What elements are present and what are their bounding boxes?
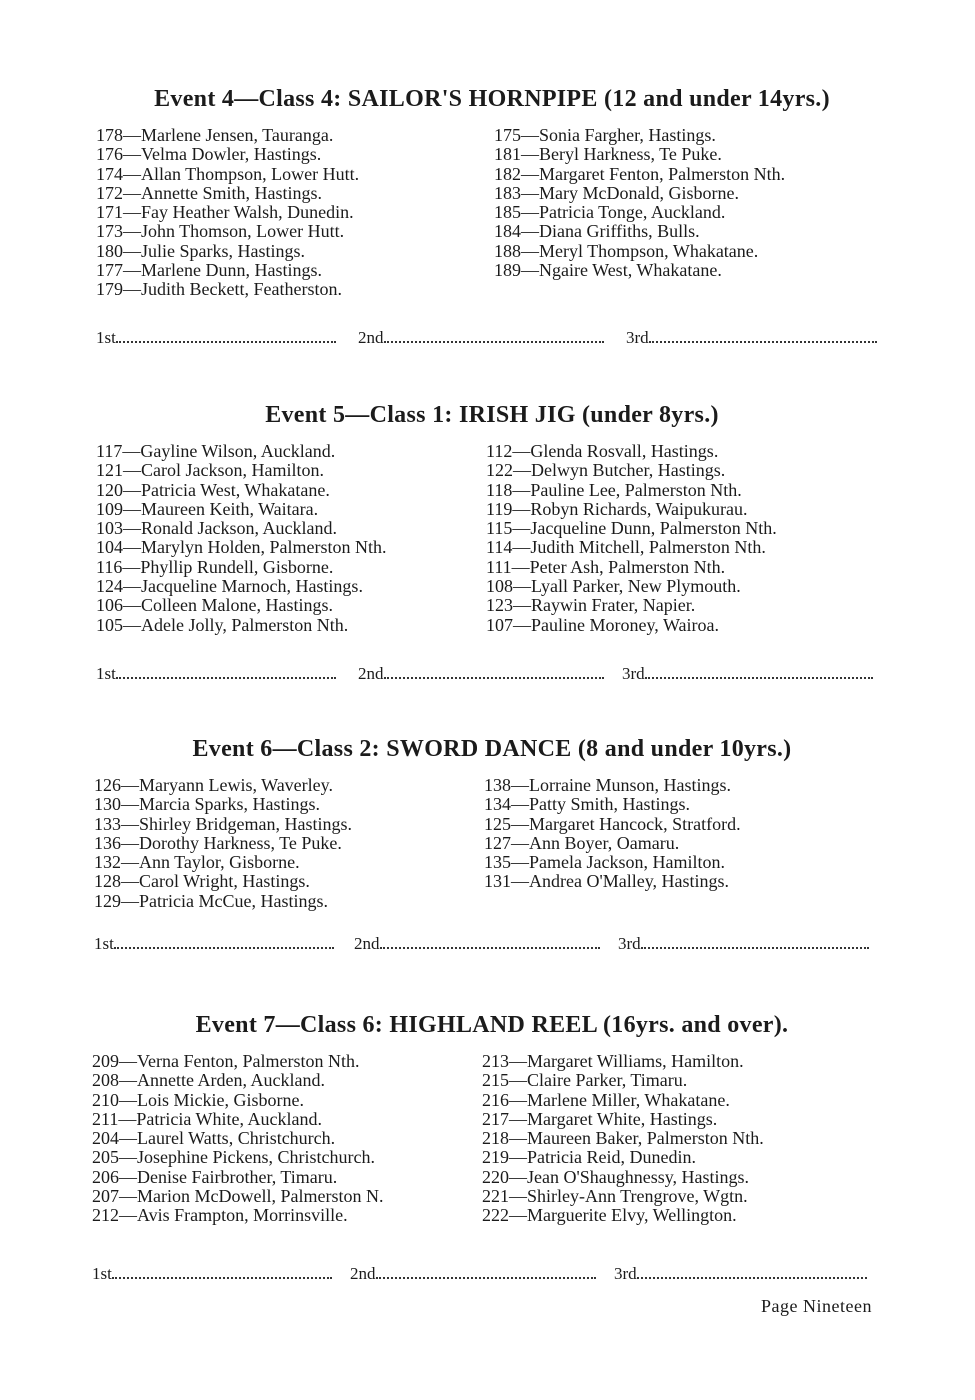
entrant-entry: 205—Josephine Pickens, Christchurch. — [92, 1147, 375, 1168]
first-place-line — [112, 1265, 332, 1279]
event-title: Event 7—Class 6: HIGHLAND REEL (16yrs. and over). — [195, 1012, 789, 1038]
entrant-entry: 172—Annette Smith, Hastings. — [96, 182, 322, 203]
entrant-entry: 215—Claire Parker, Timaru. — [482, 1070, 688, 1091]
entrant-entry: 104—Marylyn Holden, Palmerston Nth. — [96, 537, 387, 558]
entrant-columns — [92, 1052, 892, 1242]
entrant-entry: 129—Patricia McCue, Hastings. — [94, 890, 328, 911]
third-place-label: 3rd — [614, 1264, 637, 1283]
entrant-entry: 181—Beryl Harkness, Te Puke. — [494, 144, 722, 165]
first-place-label: 1st — [94, 934, 114, 953]
entrant-entry: 178—Marlene Jensen, Tauranga. — [96, 125, 334, 145]
second-place-label: 2nd — [350, 1264, 376, 1283]
first-place-line — [116, 665, 336, 679]
entrant-entry: 138—Lorraine Munson, Hastings. — [484, 775, 731, 795]
second-place-label: 2nd — [358, 328, 384, 347]
entrant-entry: 131—Andrea O'Malley, Hastings. — [484, 871, 730, 892]
entrant-column-right — [484, 776, 884, 892]
entrant-entry: 177—Marlene Dunn, Hastings. — [96, 260, 322, 281]
second-place-line — [376, 1265, 596, 1279]
entrant-entry: 134—Patty Smith, Hastings. — [484, 794, 691, 815]
entrant-column-left — [92, 1052, 492, 1226]
event-7 — [92, 1010, 892, 1283]
entrant-entry: 212—Avis Frampton, Morrinsville. — [92, 1205, 348, 1226]
entrant-entry: 130—Marcia Sparks, Hastings. — [94, 794, 320, 815]
placings-row — [92, 328, 892, 350]
entrant-entry: 128—Carol Wright, Hastings. — [94, 871, 310, 892]
entrant-entry: 211—Patricia White, Auckland. — [92, 1108, 322, 1129]
placings-row — [92, 664, 892, 686]
second-place-line — [384, 665, 604, 679]
second-place-line — [384, 329, 604, 343]
entrant-entry: 115—Jacqueline Dunn, Palmerston Nth. — [486, 518, 777, 539]
third-place-line — [649, 329, 877, 343]
entrant-entry: 114—Judith Mitchell, Palmerston Nth. — [486, 537, 766, 558]
event-4 — [92, 84, 892, 347]
entrant-entry: 213—Margaret Williams, Hamilton. — [482, 1051, 744, 1071]
event-title: Event 4—Class 4: SAILOR'S HORNPIPE (12 and under 14yrs.) — [154, 86, 830, 112]
entrant-entry: 171—Fay Heather Walsh, Dunedin. — [96, 202, 354, 223]
first-place-label: 1st — [96, 664, 116, 683]
third-place-line — [645, 665, 873, 679]
entrant-entry: 175—Sonia Fargher, Hastings. — [494, 125, 716, 145]
entrant-entry: 204—Laurel Watts, Christchurch. — [92, 1128, 336, 1149]
first-place-label: 1st — [96, 328, 116, 347]
entrant-entry: 210—Lois Mickie, Gisborne. — [92, 1089, 304, 1110]
event-title: Event 6—Class 2: SWORD DANCE (8 and under 10yrs.) — [192, 736, 792, 762]
entrant-entry: 109—Maureen Keith, Waitara. — [96, 498, 319, 519]
entrant-entry: 122—Delwyn Butcher, Hastings. — [486, 460, 726, 481]
entrant-entry: 189—Ngaire West, Whakatane. — [494, 260, 722, 281]
entrant-entry: 207—Marion McDowell, Palmerston N. — [92, 1186, 384, 1207]
second-place-line — [380, 935, 600, 949]
third-place-line — [641, 935, 869, 949]
entrant-entry: 222—Marguerite Elvy, Wellington. — [482, 1205, 737, 1226]
entrant-entry: 217—Margaret White, Hastings. — [482, 1108, 718, 1129]
entrant-entry: 118—Pauline Lee, Palmerston Nth. — [486, 479, 742, 500]
entrant-entry: 107—Pauline Moroney, Wairoa. — [486, 614, 720, 635]
entrant-entry: 135—Pamela Jackson, Hamilton. — [484, 852, 725, 873]
first-place-line — [114, 935, 334, 949]
entrant-entry: 112—Glenda Rosvall, Hastings. — [486, 441, 719, 461]
entrant-entry: 127—Ann Boyer, Oamaru. — [484, 832, 680, 853]
entrant-entry: 206—Denise Fairbrother, Timaru. — [92, 1166, 338, 1187]
first-place-label: 1st — [92, 1264, 112, 1283]
second-place-label: 2nd — [354, 934, 380, 953]
entrant-entry: 108—Lyall Parker, New Plymouth. — [486, 576, 741, 597]
first-place-line — [116, 329, 336, 343]
page-number: Page Nineteen — [761, 1296, 872, 1316]
entrant-entry: 123—Raywin Frater, Napier. — [486, 595, 696, 616]
entrant-entry: 173—John Thomson, Lower Hutt. — [96, 221, 345, 242]
entrant-column-right — [482, 1052, 882, 1226]
entrant-columns — [92, 126, 892, 316]
third-place-label: 3rd — [626, 328, 649, 347]
second-place-label: 2nd — [358, 664, 384, 683]
entrant-columns — [92, 441, 892, 635]
entrant-column-right — [494, 126, 894, 280]
event-6 — [92, 734, 892, 966]
entrant-entry: 219—Patricia Reid, Dunedin. — [482, 1147, 696, 1168]
entrant-entry: 218—Maureen Baker, Palmerston Nth. — [482, 1128, 764, 1149]
entrant-column-left — [94, 776, 494, 911]
entrant-entry: 117—Gayline Wilson, Auckland. — [96, 441, 336, 461]
entrant-entry: 120—Patricia West, Whakatane. — [96, 479, 330, 500]
event-5 — [92, 400, 892, 683]
placings-row — [92, 934, 892, 956]
entrant-entry: 126—Maryann Lewis, Waverley. — [94, 775, 333, 795]
entrant-entry: 103—Ronald Jackson, Auckland. — [96, 518, 337, 539]
entrant-entry: 116—Phyllip Rundell, Gisborne. — [96, 556, 334, 577]
entrant-entry: 184—Diana Griffiths, Bulls. — [494, 221, 700, 242]
entrant-column-left — [96, 126, 496, 300]
entrant-entry: 208—Annette Arden, Auckland. — [92, 1070, 325, 1091]
entrant-entry: 220—Jean O'Shaughnessy, Hastings. — [482, 1166, 750, 1187]
entrant-entry: 136—Dorothy Harkness, Te Puke. — [94, 832, 342, 853]
entrant-entry: 176—Velma Dowler, Hastings. — [96, 144, 322, 165]
entrant-entry: 174—Allan Thompson, Lower Hutt. — [96, 163, 360, 184]
entrant-column-left — [96, 442, 496, 635]
entrant-entry: 209—Verna Fenton, Palmerston Nth. — [92, 1051, 360, 1071]
entrant-entry: 125—Margaret Hancock, Stratford. — [484, 813, 741, 834]
third-place-line — [637, 1265, 867, 1279]
entrant-entry: 133—Shirley Bridgeman, Hastings. — [94, 813, 352, 834]
entrant-entry: 105—Adele Jolly, Palmerston Nth. — [96, 614, 349, 635]
entrant-entry: 124—Jacqueline Marnoch, Hastings. — [96, 576, 363, 597]
placings-row — [92, 1264, 892, 1286]
entrant-entry: 216—Marlene Miller, Whakatane. — [482, 1089, 730, 1110]
entrant-entry: 185—Patricia Tonge, Auckland. — [494, 202, 726, 223]
event-title: Event 5—Class 1: IRISH JIG (under 8yrs.) — [265, 402, 719, 428]
entrant-entry: 221—Shirley-Ann Trengrove, Wgtn. — [482, 1186, 748, 1207]
entrant-entry: 182—Margaret Fenton, Palmerston Nth. — [494, 163, 786, 184]
entrant-entry: 111—Peter Ash, Palmerston Nth. — [486, 556, 726, 577]
third-place-label: 3rd — [622, 664, 645, 683]
third-place-label: 3rd — [618, 934, 641, 953]
entrant-entry: 121—Carol Jackson, Hamilton. — [96, 460, 324, 481]
entrant-column-right — [486, 442, 886, 635]
entrant-entry: 179—Judith Beckett, Featherston. — [96, 279, 342, 300]
entrant-entry: 132—Ann Taylor, Gisborne. — [94, 852, 300, 873]
entrant-entry: 188—Meryl Thompson, Whakatane. — [494, 240, 759, 261]
entrant-entry: 180—Julie Sparks, Hastings. — [96, 240, 305, 261]
entrant-entry: 106—Colleen Malone, Hastings. — [96, 595, 333, 616]
entrant-entry: 183—Mary McDonald, Gisborne. — [494, 182, 739, 203]
entrant-entry: 119—Robyn Richards, Waipukurau. — [486, 498, 748, 519]
